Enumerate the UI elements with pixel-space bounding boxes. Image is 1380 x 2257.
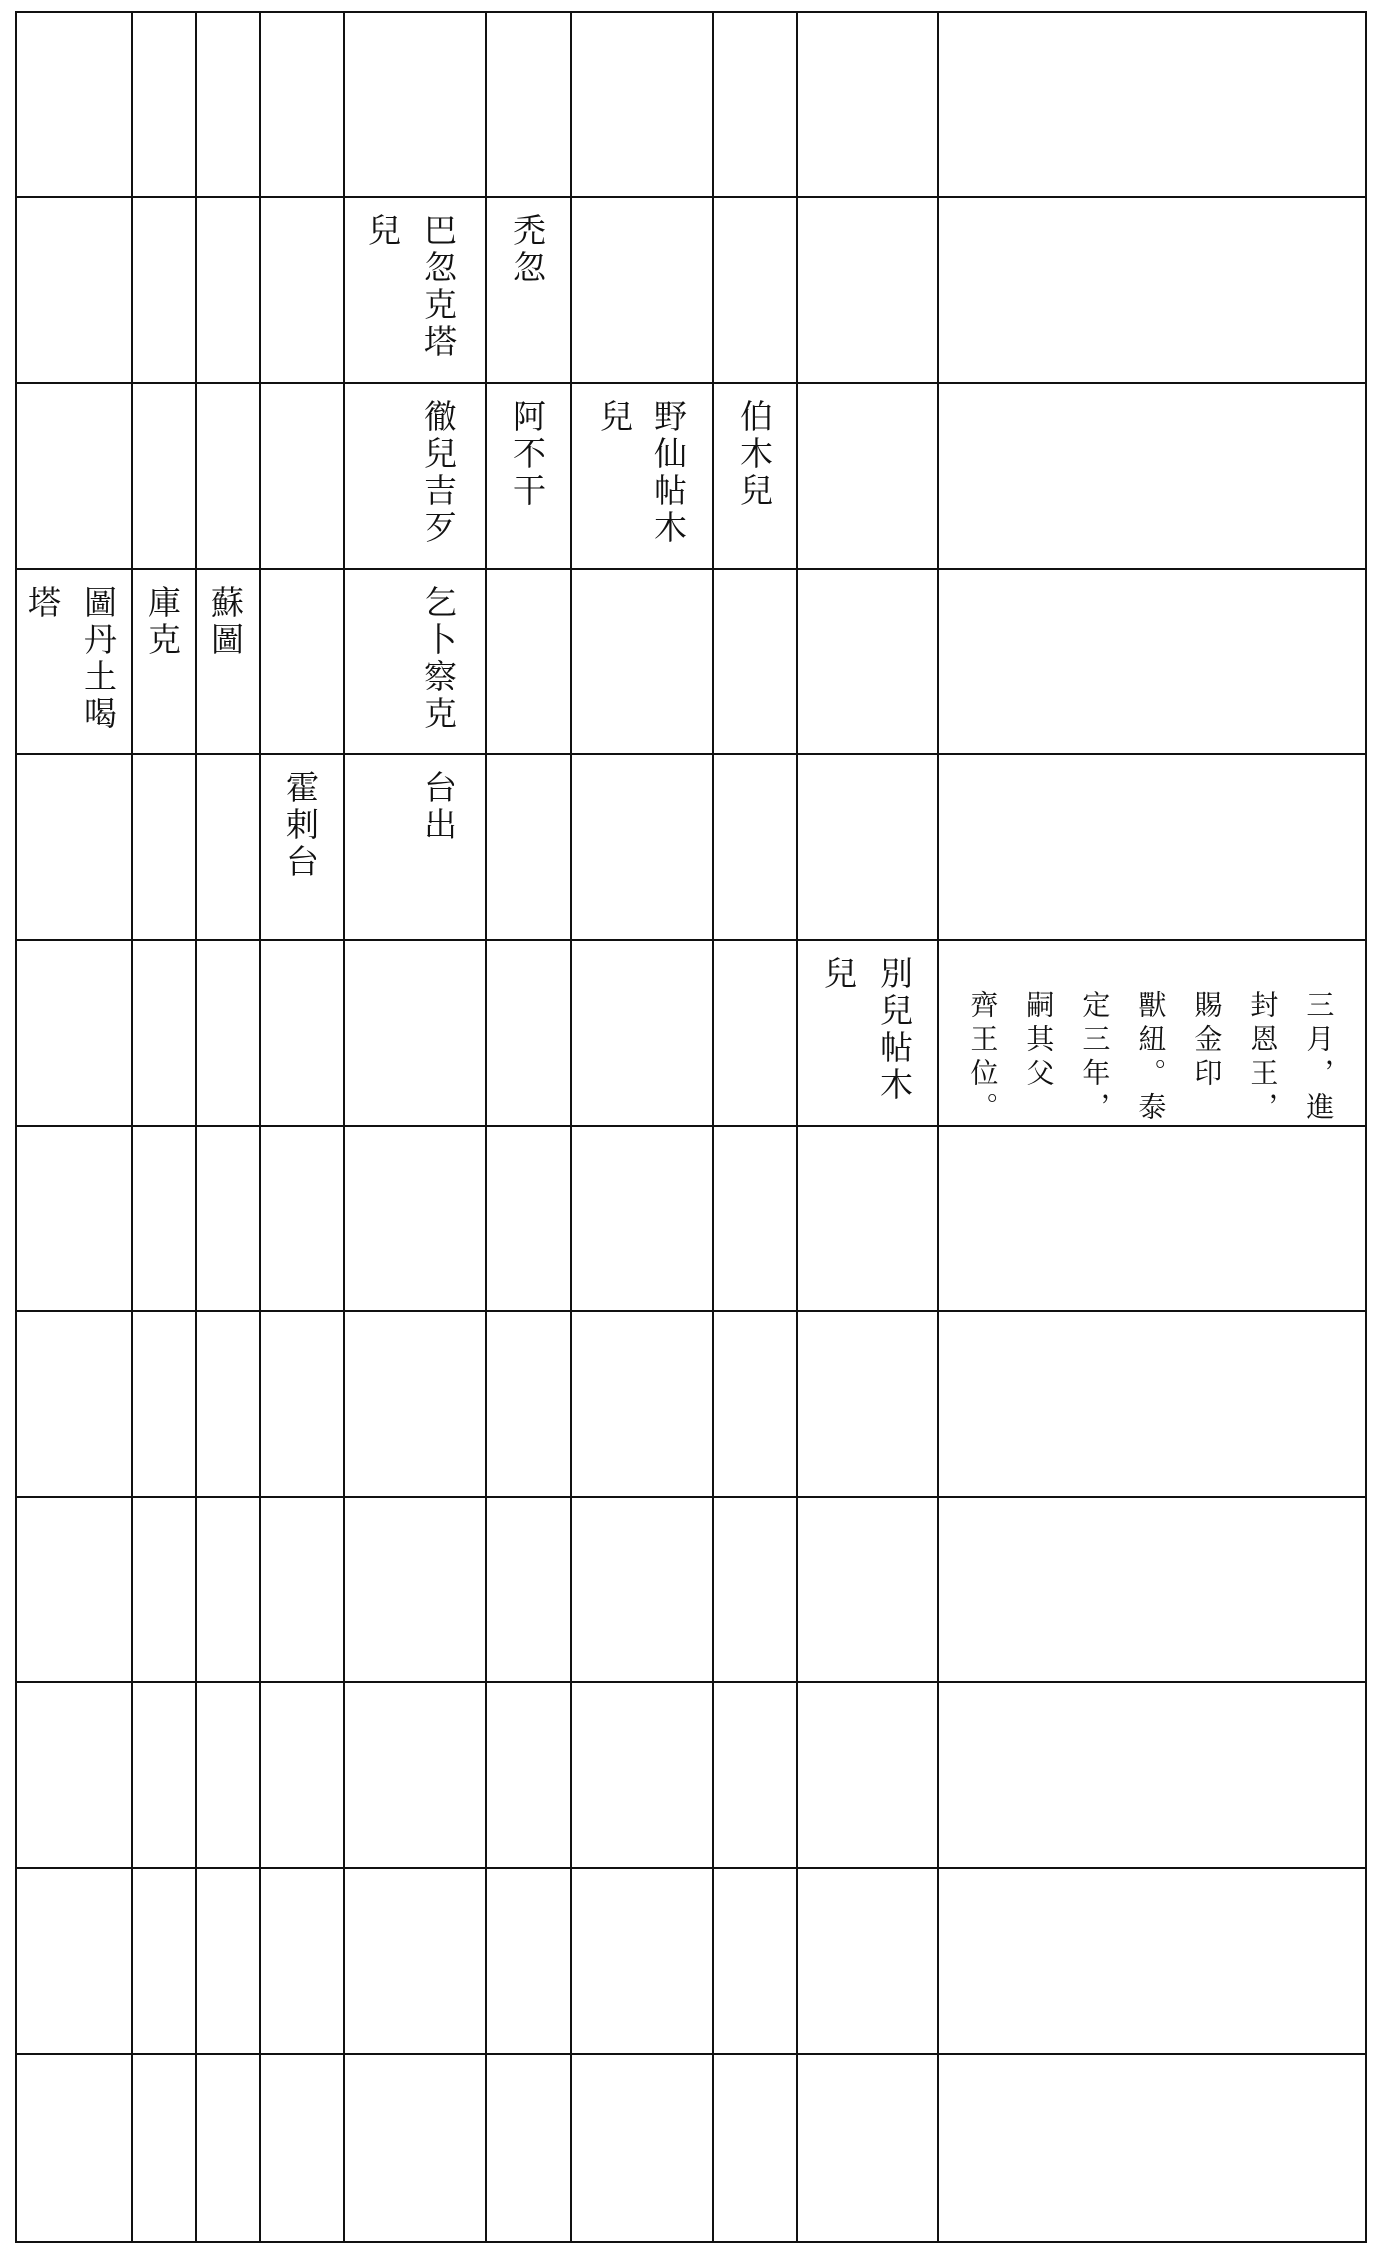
grid-line-horizontal	[15, 568, 1367, 570]
grid-line-vertical	[15, 11, 17, 2243]
grid-line-vertical	[937, 11, 939, 2243]
grid-line-vertical	[259, 11, 261, 2243]
grid-line-vertical	[485, 11, 487, 2243]
grid-line-horizontal	[15, 1496, 1367, 1498]
name-tudantuhe: 圖丹土喝	[79, 585, 118, 733]
annotation-column: 定三年，	[1078, 990, 1112, 1126]
name-bieertiemu-suffix: 兒	[819, 956, 858, 993]
name-bahuketa-suffix: 兒	[363, 213, 402, 250]
name-bahuketa: 巴忽克塔	[419, 213, 458, 361]
name-abugan: 阿不干	[508, 399, 547, 510]
annotation-column: 封恩王，	[1246, 990, 1280, 1126]
grid-line-horizontal	[15, 1867, 1367, 1869]
grid-line-horizontal	[15, 11, 1367, 13]
name-cheerjidai: 徹兒吉歹	[419, 399, 458, 547]
grid-line-horizontal	[15, 196, 1367, 198]
annotation-column: 獸紐。泰	[1134, 990, 1168, 1126]
name-yexiantiemu-suffix: 兒	[595, 399, 634, 436]
grid-line-horizontal	[15, 2053, 1367, 2055]
annotation-column: 齊王位。	[966, 990, 1000, 1126]
grid-line-vertical	[796, 11, 798, 2243]
grid-line-horizontal	[15, 939, 1367, 941]
name-taichu: 台出	[419, 770, 458, 844]
grid-line-horizontal	[15, 2241, 1367, 2243]
grid-line-horizontal	[15, 1681, 1367, 1683]
grid-line-vertical	[343, 11, 345, 2243]
annotation-column: 三月，進	[1302, 990, 1336, 1126]
grid-line-vertical	[570, 11, 572, 2243]
name-kuke: 庫克	[143, 585, 182, 659]
name-sutu: 蘇圖	[206, 585, 245, 659]
name-yexiantiemu: 野仙帖木	[649, 399, 688, 547]
name-qibuchake: 乞卜察克	[419, 585, 458, 733]
grid-line-horizontal	[15, 1310, 1367, 1312]
name-huoladai: 霍剌台	[281, 770, 320, 881]
annotation-column: 賜金印	[1190, 990, 1224, 1092]
annotation-column: 嗣其父	[1022, 990, 1056, 1092]
name-tudantuhe-suffix: 塔	[23, 585, 62, 622]
grid-line-vertical	[131, 11, 133, 2243]
grid-line-horizontal	[15, 753, 1367, 755]
name-bieertiemu: 別兒帖木	[875, 956, 914, 1104]
grid-line-horizontal	[15, 382, 1367, 384]
grid-line-vertical	[712, 11, 714, 2243]
grid-line-vertical	[1365, 11, 1367, 2243]
name-bomuer: 伯木兒	[735, 399, 774, 510]
grid-line-vertical	[195, 11, 197, 2243]
name-tuhu: 禿忽	[508, 213, 547, 287]
